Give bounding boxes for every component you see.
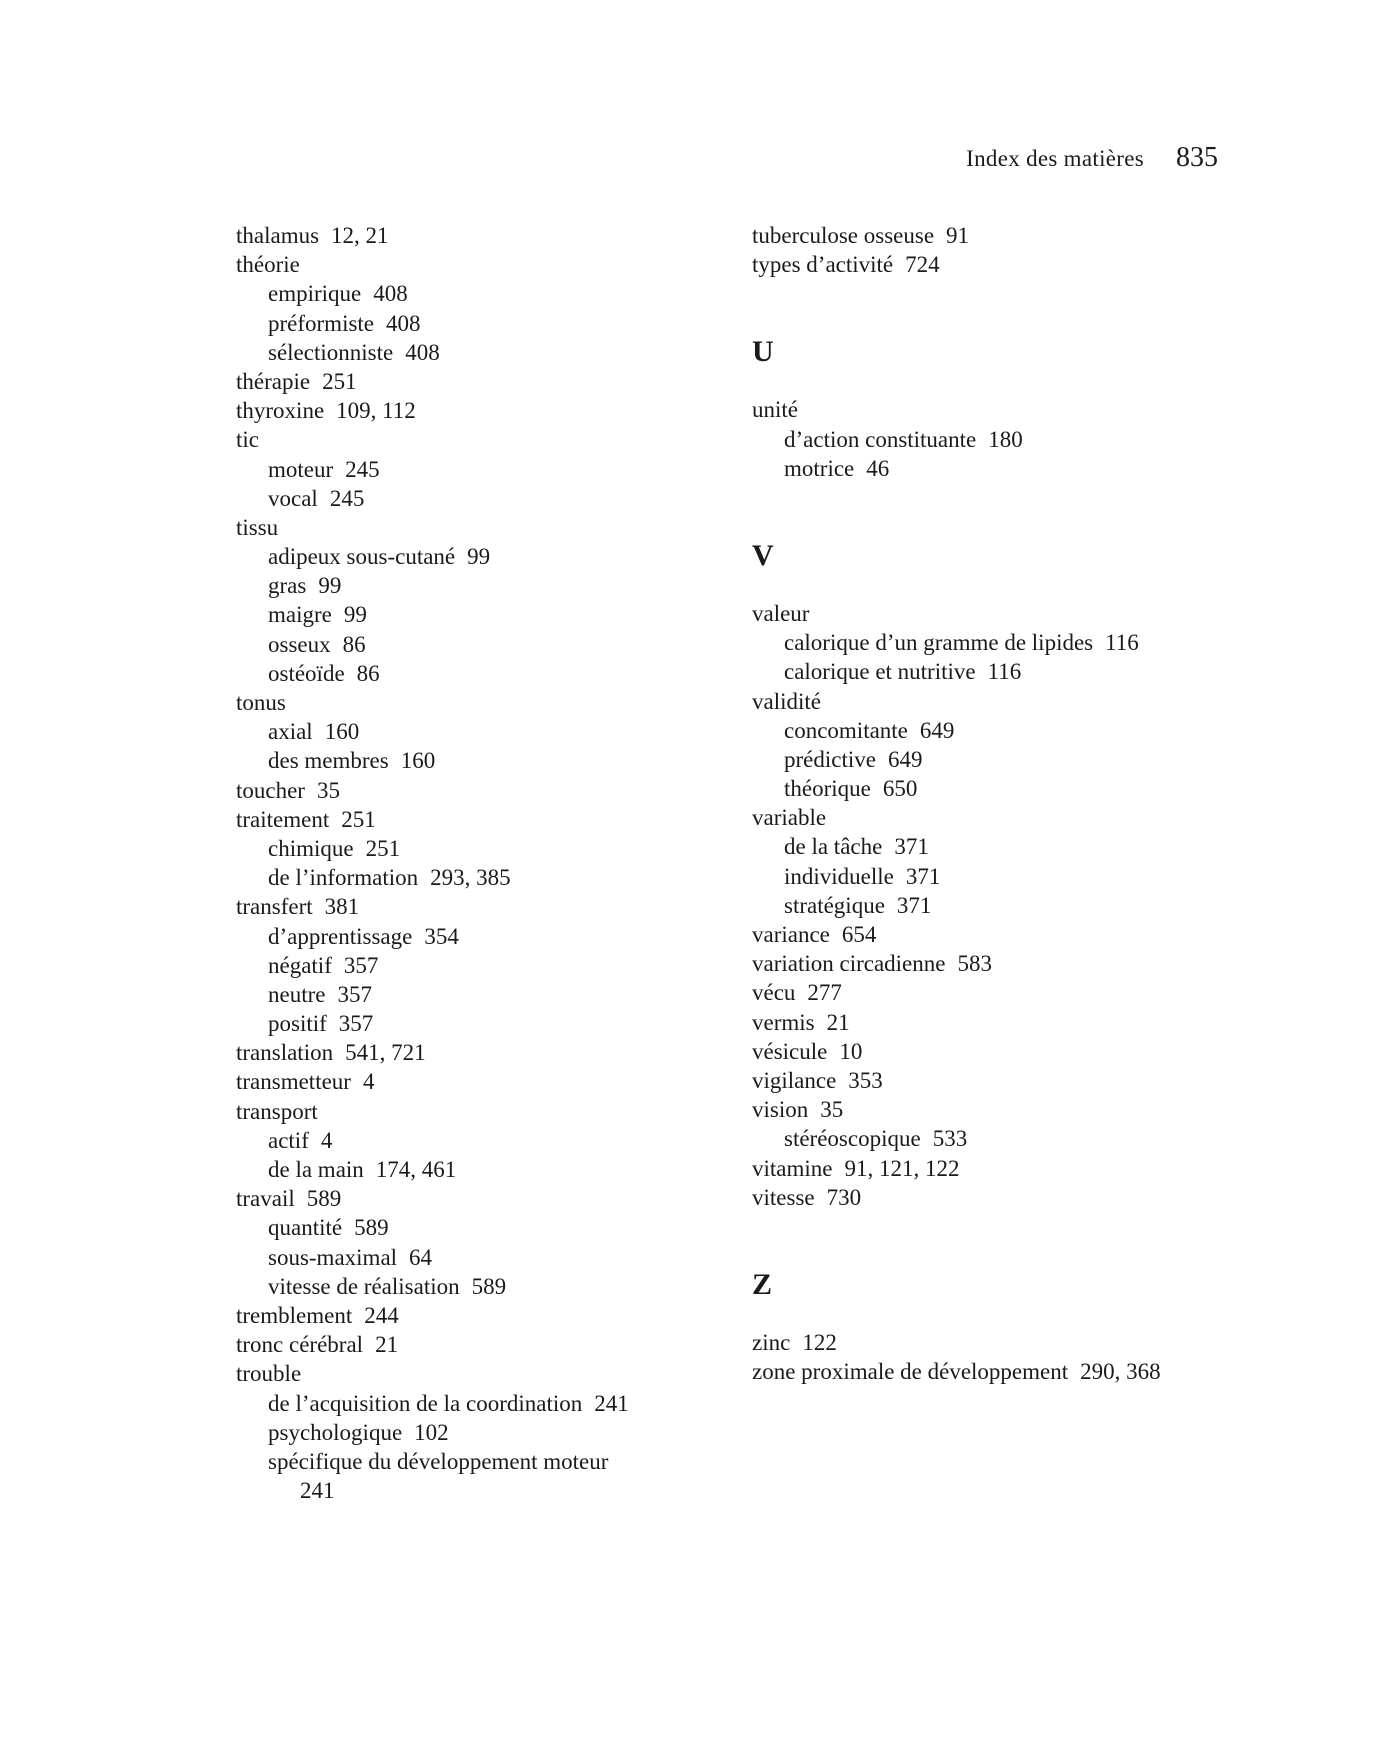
index-subentry (236, 1213, 706, 1242)
index-entry (752, 1183, 1252, 1212)
index-entry (236, 396, 706, 425)
index-subentry (236, 717, 706, 746)
index-term: chimique (268, 835, 354, 861)
index-term: zone proximale de développement (752, 1359, 1069, 1385)
index-page-refs: 99 (318, 573, 342, 599)
index-term: d’action constituante (784, 426, 977, 452)
index-entry (752, 221, 1252, 250)
index-term: vocal (268, 485, 318, 511)
index-term: moteur (268, 456, 334, 482)
index-page-refs: 251 (365, 835, 401, 861)
index-subentry (236, 338, 706, 367)
index-entry (752, 1357, 1252, 1386)
index-subentry (236, 922, 706, 951)
index-term: vitesse de réalisation (268, 1273, 460, 1299)
index-term: théorie (236, 252, 300, 278)
index-page-refs: 116 (987, 659, 1022, 685)
index-page-refs: 290, 368 (1080, 1359, 1161, 1385)
index-page-refs: 241 (594, 1390, 629, 1416)
index-term: maigre (268, 602, 332, 628)
index-page-refs: 86 (356, 660, 380, 686)
index-term: 241 (300, 1478, 335, 1504)
index-page-refs: 116 (1105, 630, 1139, 656)
page-number: 835 (1176, 142, 1218, 173)
index-page-refs: 251 (341, 806, 376, 832)
index-page-refs: 408 (386, 310, 421, 336)
index-term: zinc (752, 1329, 791, 1355)
index-term: valeur (752, 600, 810, 626)
index-term: travail (236, 1186, 295, 1212)
index-term: vitamine (752, 1155, 833, 1181)
index-subentry (752, 454, 1252, 483)
index-term: tremblement (236, 1302, 353, 1328)
index-subentry (236, 600, 706, 629)
index-page-refs: 649 (919, 717, 955, 743)
index-term: tuberculose osseuse (752, 223, 935, 248)
index-entry (752, 803, 1252, 832)
index-entry (752, 1037, 1252, 1066)
index-subentry (236, 455, 706, 484)
index-subentry (752, 1124, 1252, 1153)
index-page-refs: 371 (894, 834, 929, 860)
index-page-refs: 730 (826, 1184, 862, 1210)
index-page-refs: 251 (322, 368, 357, 394)
index-term: validité (752, 688, 821, 714)
index-page-refs: 357 (337, 981, 372, 1007)
index-page-refs: 533 (932, 1126, 968, 1152)
index-term: psychologique (268, 1419, 403, 1445)
index-term: thyroxine (236, 398, 325, 424)
index-term: de l’acquisition de la coordination (268, 1390, 583, 1416)
index-page-refs: 408 (373, 281, 408, 307)
index-page-refs: 244 (364, 1302, 399, 1328)
index-entry (752, 1066, 1252, 1095)
index-entry (752, 1328, 1252, 1357)
index-term: préformiste (268, 310, 375, 336)
index-subentry (236, 951, 706, 980)
index-entry (236, 1330, 706, 1359)
index-subentry (236, 571, 706, 600)
index-term: théorique (784, 776, 871, 802)
index-term: de la main (268, 1157, 364, 1182)
index-page-refs: 109, 112 (336, 398, 416, 424)
index-entry (752, 1095, 1252, 1124)
index-entry (236, 1097, 706, 1126)
index-entry (236, 221, 706, 250)
index-term: thérapie (236, 368, 311, 394)
index-subentry (752, 425, 1252, 454)
index-page-refs: 160 (400, 748, 436, 774)
index-subentry (752, 891, 1252, 920)
index-entry (236, 250, 706, 279)
index-term: d’apprentissage (268, 923, 413, 949)
page-header (966, 142, 1218, 174)
index-term: actif (268, 1127, 309, 1153)
index-entry (752, 920, 1252, 949)
index-subentry (236, 1126, 706, 1155)
index-subentry (236, 1243, 706, 1272)
index-page-refs: 12, 21 (331, 223, 389, 248)
index-page-refs: 10 (839, 1038, 863, 1064)
index-term: transport (236, 1098, 318, 1124)
index-term: vermis (752, 1009, 815, 1035)
index-page-refs: 35 (316, 777, 340, 803)
index-page-refs: 371 (896, 892, 932, 918)
index-term: axial (268, 719, 313, 745)
index-subentry (236, 863, 706, 892)
index-page-refs: 4 (362, 1069, 375, 1095)
index-term: positif (268, 1011, 327, 1037)
index-subentry (236, 542, 706, 571)
index-page-refs: 21 (375, 1332, 399, 1358)
index-page-refs: 21 (826, 1009, 850, 1035)
index-term: concomitante (784, 717, 908, 743)
index-page-refs: 583 (957, 951, 992, 977)
index-subentry (752, 628, 1252, 657)
index-page-refs: 371 (905, 863, 941, 889)
index-subentry (752, 774, 1252, 803)
index-term: translation (236, 1040, 334, 1066)
index-term: tissu (236, 514, 279, 540)
index-page-refs: 589 (354, 1215, 389, 1241)
index-column-right (752, 221, 1252, 1386)
index-entry (236, 1067, 706, 1096)
index-subentry (236, 1009, 706, 1038)
index-subentry (236, 1418, 706, 1447)
index-subentry (752, 716, 1252, 745)
index-page-refs: 91, 121, 122 (844, 1155, 960, 1181)
index-entry (236, 1184, 706, 1213)
index-term: sélectionniste (268, 339, 394, 365)
index-page-refs: 357 (343, 952, 379, 978)
index-entry (236, 367, 706, 396)
running-title: Index des matières (966, 146, 1144, 171)
index-term: vision (752, 1097, 809, 1123)
index-page-refs: 245 (329, 485, 365, 511)
index-term: empirique (268, 281, 362, 307)
index-page-refs: 589 (471, 1273, 507, 1299)
index-term: quantité (268, 1215, 343, 1241)
index-term: osseux (268, 631, 331, 657)
index-page-refs: 122 (802, 1329, 837, 1355)
index-term: sous-maximal (268, 1244, 398, 1270)
index-term: traitement (236, 806, 330, 832)
index-entry (236, 688, 706, 717)
index-page-refs: 381 (324, 894, 360, 920)
index-term: individuelle (784, 863, 894, 889)
index-page-refs: 102 (414, 1419, 449, 1445)
index-term: toucher (236, 777, 305, 803)
index-page-refs: 649 (887, 746, 923, 772)
index-term: transmetteur (236, 1069, 351, 1095)
index-page-refs: 650 (882, 776, 918, 802)
index-term: neutre (268, 981, 326, 1007)
index-entry (752, 687, 1252, 716)
index-entry (752, 395, 1252, 424)
index-term: de l’information (268, 865, 419, 891)
index-page-refs: 35 (820, 1097, 844, 1123)
index-page-refs: 99 (343, 602, 367, 628)
index-page-refs: 353 (848, 1067, 883, 1093)
index-page-refs: 91 (946, 223, 970, 248)
index-page-refs: 86 (342, 631, 366, 657)
index-subentry (752, 862, 1252, 891)
index-page-refs: 541, 721 (345, 1040, 426, 1066)
index-page-refs: 174, 461 (375, 1157, 457, 1182)
index-subentry (752, 745, 1252, 774)
index-entry (236, 1301, 706, 1330)
index-subentry (752, 657, 1252, 686)
index-subentry (236, 980, 706, 1009)
index-term: stéréoscopique (784, 1126, 921, 1152)
index-term: calorique et nutritive (784, 659, 976, 685)
index-entry (236, 776, 706, 805)
index-term: de la tâche (784, 834, 883, 860)
index-subentry (236, 1476, 706, 1505)
index-page-refs: 589 (306, 1186, 342, 1212)
index-term: adipeux sous-cutané (268, 544, 456, 570)
index-term: variation circadienne (752, 951, 946, 977)
index-term: gras (268, 573, 307, 599)
index-term: stratégique (784, 892, 885, 918)
index-subentry (752, 832, 1252, 861)
index-entry (236, 425, 706, 454)
index-term: ostéoïde (268, 660, 345, 686)
index-term: vécu (752, 980, 796, 1006)
index-subentry (236, 1389, 706, 1418)
index-term: tic (236, 427, 259, 453)
index-term: transfert (236, 894, 313, 920)
index-page-refs: 180 (988, 426, 1023, 452)
index-term: vigilance (752, 1067, 837, 1093)
index-entry (236, 1038, 706, 1067)
index-subentry (236, 659, 706, 688)
index-entry (236, 513, 706, 542)
index-subentry (236, 1447, 706, 1476)
index-term: variable (752, 805, 827, 831)
index-entry (752, 1008, 1252, 1037)
index-term: types d’activité (752, 252, 894, 278)
index-term: thalamus (236, 223, 320, 248)
index-term: motrice (784, 455, 855, 481)
index-subentry (236, 309, 706, 338)
index-term: vésicule (752, 1038, 828, 1064)
index-page-refs: 357 (338, 1011, 374, 1037)
index-term: prédictive (784, 746, 876, 772)
index-entry (236, 1359, 706, 1388)
index-entry (752, 1154, 1252, 1183)
index-entry (752, 949, 1252, 978)
index-page-refs: 46 (866, 455, 890, 481)
index-page-refs: 277 (807, 980, 842, 1006)
index-term: trouble (236, 1361, 302, 1387)
section-letter-heading: Z (752, 1267, 773, 1301)
index-page-refs: 99 (467, 544, 491, 570)
index-entry (236, 805, 706, 834)
index-subentry (236, 1155, 706, 1184)
index-term: tonus (236, 690, 286, 715)
index-subentry (236, 834, 706, 863)
index-entry (236, 892, 706, 921)
index-subentry (236, 279, 706, 308)
index-term: calorique d’un gramme de lipides (784, 630, 1094, 656)
index-term: vitesse (752, 1184, 815, 1210)
index-term: unité (752, 397, 798, 423)
index-subentry (236, 630, 706, 659)
section-letter-heading: V (752, 538, 774, 572)
index-page-refs: 724 (905, 252, 940, 278)
index-page-refs: 354 (424, 923, 459, 949)
index-term: variance (752, 922, 830, 947)
index-term: spécifique du développement moteur (268, 1448, 609, 1474)
index-subentry (236, 746, 706, 775)
index-term: tronc cérébral (236, 1332, 364, 1358)
index-page-refs: 293, 385 (430, 865, 511, 891)
index-subentry (236, 1272, 706, 1301)
index-term: négatif (268, 952, 332, 978)
index-term: des membres (268, 748, 389, 774)
index-page-refs: 64 (409, 1244, 433, 1270)
index-page-refs: 654 (841, 922, 877, 947)
index-page-refs: 4 (320, 1127, 333, 1153)
index-entry (752, 599, 1252, 628)
index-entry (752, 250, 1252, 279)
index-page-refs: 160 (324, 719, 360, 745)
index-page-refs: 245 (345, 456, 380, 482)
index-subentry (236, 484, 706, 513)
index-page-refs: 408 (405, 339, 440, 365)
index-column-left (236, 221, 706, 1505)
index-entry (752, 978, 1252, 1007)
section-letter-heading: U (752, 335, 774, 369)
